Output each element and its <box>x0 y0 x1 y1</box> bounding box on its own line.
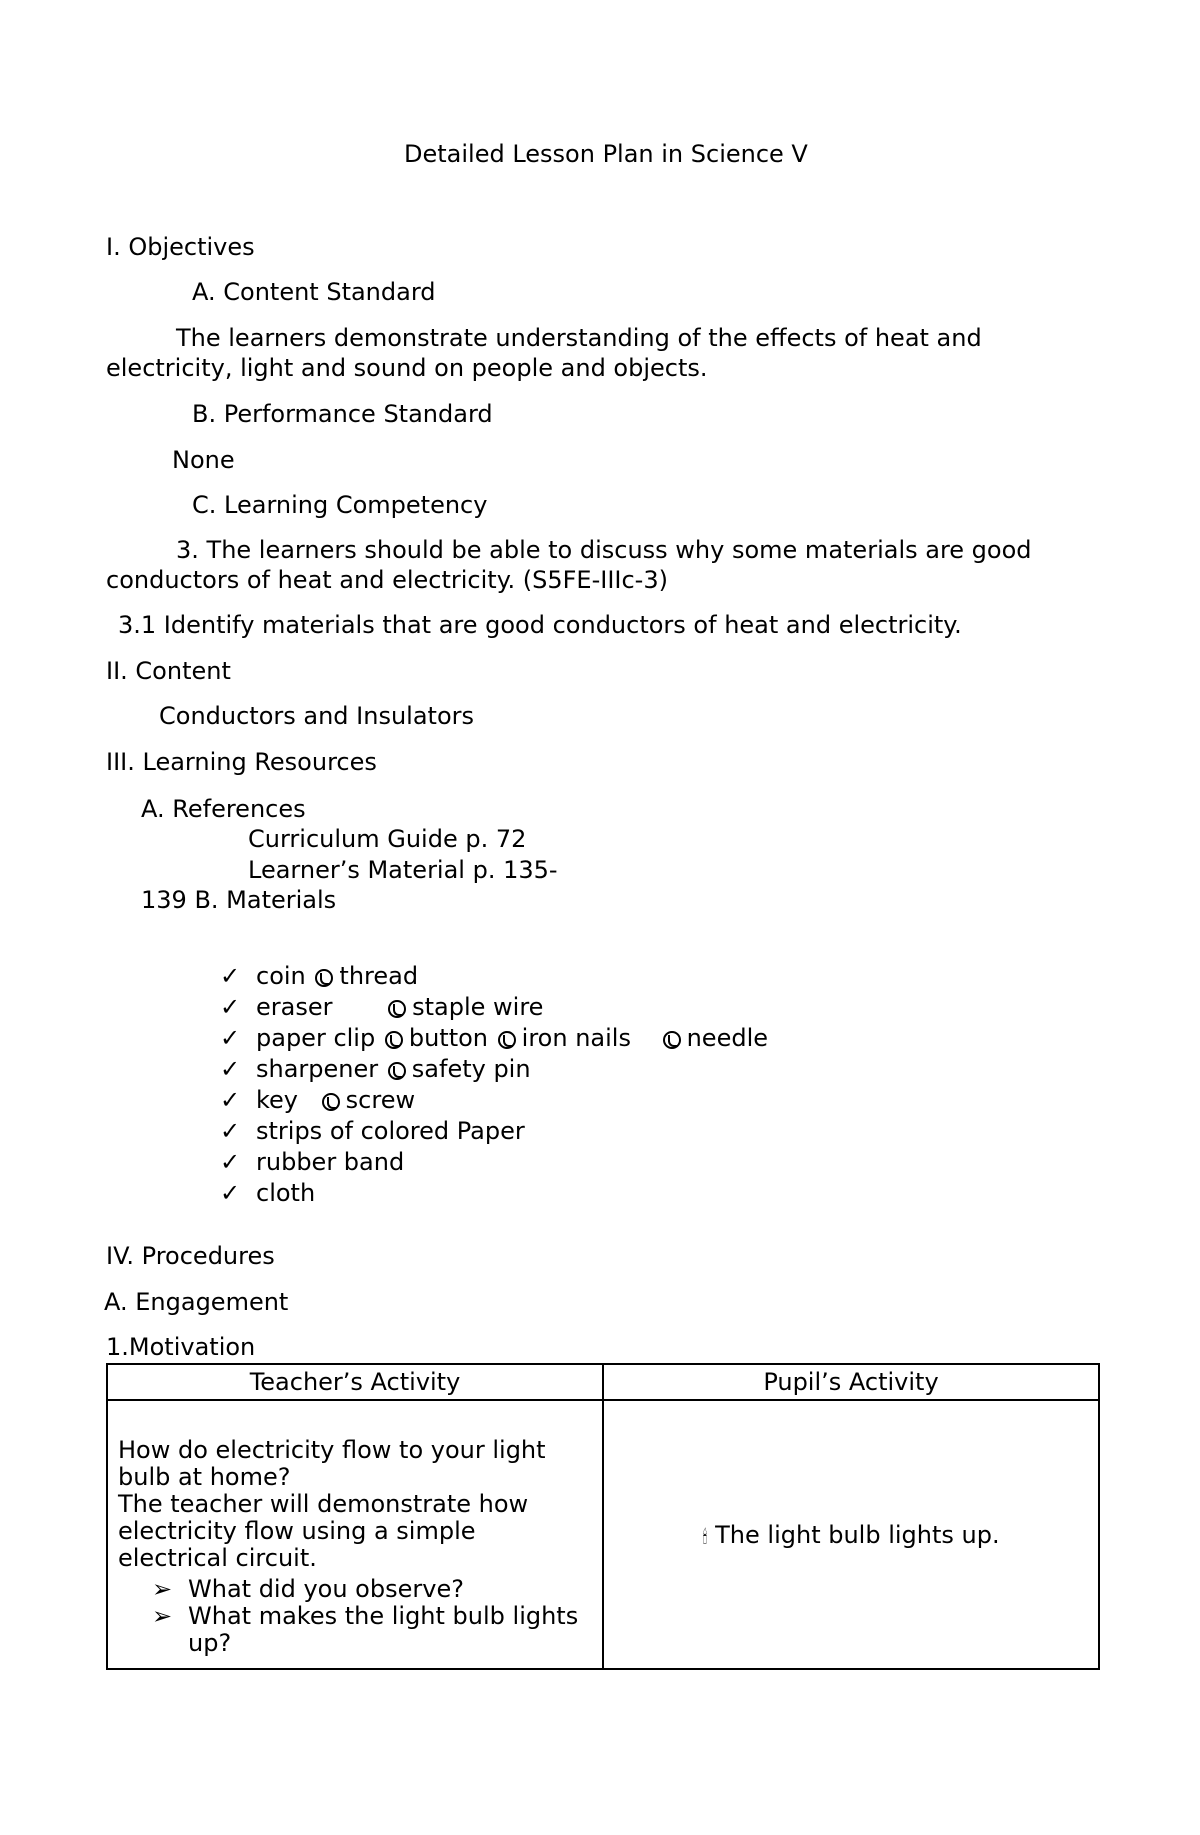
materials-row <box>220 1085 415 1116</box>
material-item: paper clip <box>256 1024 376 1052</box>
content-text: Conductors and Insulators <box>159 702 475 730</box>
materials-row <box>220 1147 404 1178</box>
page-title: Detailed Lesson Plan in Science V <box>404 140 808 168</box>
teacher-demonstration: The teacher will demonstrate how electricity flow using a simple electrical circuit. <box>118 1490 529 1572</box>
performance-standard-heading: B. Performance Standard <box>192 400 493 428</box>
material-item: eraser <box>256 993 333 1021</box>
materials-row <box>220 1178 315 1209</box>
pupil-answer: The light bulb lights up. <box>715 1520 1000 1549</box>
learning-competency-heading: C. Learning Competency <box>192 491 488 519</box>
material-item: cloth <box>256 1179 316 1207</box>
reference-curriculum-guide: Curriculum Guide p. 72 <box>248 825 527 853</box>
content-standard-text: The learners demonstrate understanding of the effects of heat and <box>176 324 982 352</box>
references-heading: A. References <box>141 795 306 823</box>
content-standard-heading: A. Content Standard <box>192 278 436 306</box>
material-item: key <box>256 1086 299 1114</box>
learning-competency-text: 3. The learners should be able to discuss why some materials are good <box>176 536 1032 564</box>
activity-table <box>106 1363 1100 1670</box>
teacher-subquestion <box>118 1603 590 1657</box>
material-item: screw <box>345 1086 416 1114</box>
teacher-subquestion-text: What did you observe? <box>188 1575 464 1603</box>
material-item: safety pin <box>411 1055 531 1083</box>
reference-learners-material: Learner’s Material p. 135- <box>248 856 558 884</box>
material-item: iron nails <box>521 1024 631 1052</box>
check-icon: ✓ <box>220 1024 241 1052</box>
pupil-activity-cell <box>603 1400 1099 1669</box>
globe-icon <box>388 1062 406 1080</box>
check-icon: ✓ <box>220 1086 241 1114</box>
material-item: strips of colored Paper <box>256 1117 525 1145</box>
globe-icon <box>315 969 333 987</box>
content-heading: II. Content <box>106 657 231 685</box>
performance-standard-text: None <box>172 446 235 474</box>
teacher-subquestion <box>118 1576 590 1603</box>
material-item: sharpener <box>256 1055 379 1083</box>
arrow-bullet-icon: ➢ <box>152 1575 173 1603</box>
teacher-activity-header: Teacher’s Activity <box>107 1364 603 1400</box>
teacher-subquestion-text: What makes the light bulb lights up? <box>188 1602 579 1657</box>
materials-row <box>220 961 418 992</box>
objectives-heading: I. Objectives <box>106 233 255 261</box>
check-icon: ✓ <box>220 1179 241 1207</box>
material-item: button <box>408 1024 489 1052</box>
learning-competency-text-cont: conductors of heat and electricity. (S5FE-IIIc-3) <box>106 566 668 594</box>
globe-icon <box>498 1031 516 1049</box>
resources-heading: III. Learning Resources <box>106 748 377 776</box>
material-item: staple wire <box>412 993 544 1021</box>
table-row <box>107 1400 1099 1669</box>
engagement-heading: A. Engagement <box>104 1288 289 1316</box>
material-item: needle <box>686 1024 769 1052</box>
pupil-activity-header: Pupil’s Activity <box>603 1364 1099 1400</box>
lightbulb-icon: 🕯 <box>702 1526 708 1548</box>
check-icon: ✓ <box>220 1148 241 1176</box>
material-item: thread <box>339 962 419 990</box>
check-icon: ✓ <box>220 993 241 1021</box>
globe-icon <box>322 1093 340 1111</box>
check-icon: ✓ <box>220 1117 241 1145</box>
content-standard-text-cont: electricity, light and sound on people and objects. <box>106 354 708 382</box>
globe-icon <box>663 1031 681 1049</box>
materials-row <box>220 1023 768 1054</box>
materials-row <box>220 992 543 1023</box>
arrow-bullet-icon: ➢ <box>152 1602 173 1630</box>
material-item: coin <box>256 962 306 990</box>
materials-heading: 139 B. Materials <box>141 886 337 914</box>
material-item: rubber band <box>256 1148 405 1176</box>
check-icon: ✓ <box>220 962 241 990</box>
globe-icon <box>385 1031 403 1049</box>
procedures-heading: IV. Procedures <box>106 1242 275 1270</box>
materials-row <box>220 1116 525 1147</box>
teacher-activity-cell <box>107 1400 603 1669</box>
globe-icon <box>388 1000 406 1018</box>
teacher-question: How do electricity flow to your light bulb at home? <box>118 1436 546 1491</box>
table-header-row <box>107 1364 1099 1400</box>
motivation-heading: 1.Motivation <box>106 1333 256 1361</box>
check-icon: ✓ <box>220 1055 241 1083</box>
materials-row <box>220 1054 531 1085</box>
learning-competency-sub: 3.1 Identify materials that are good conductors of heat and electricity. <box>118 611 962 639</box>
